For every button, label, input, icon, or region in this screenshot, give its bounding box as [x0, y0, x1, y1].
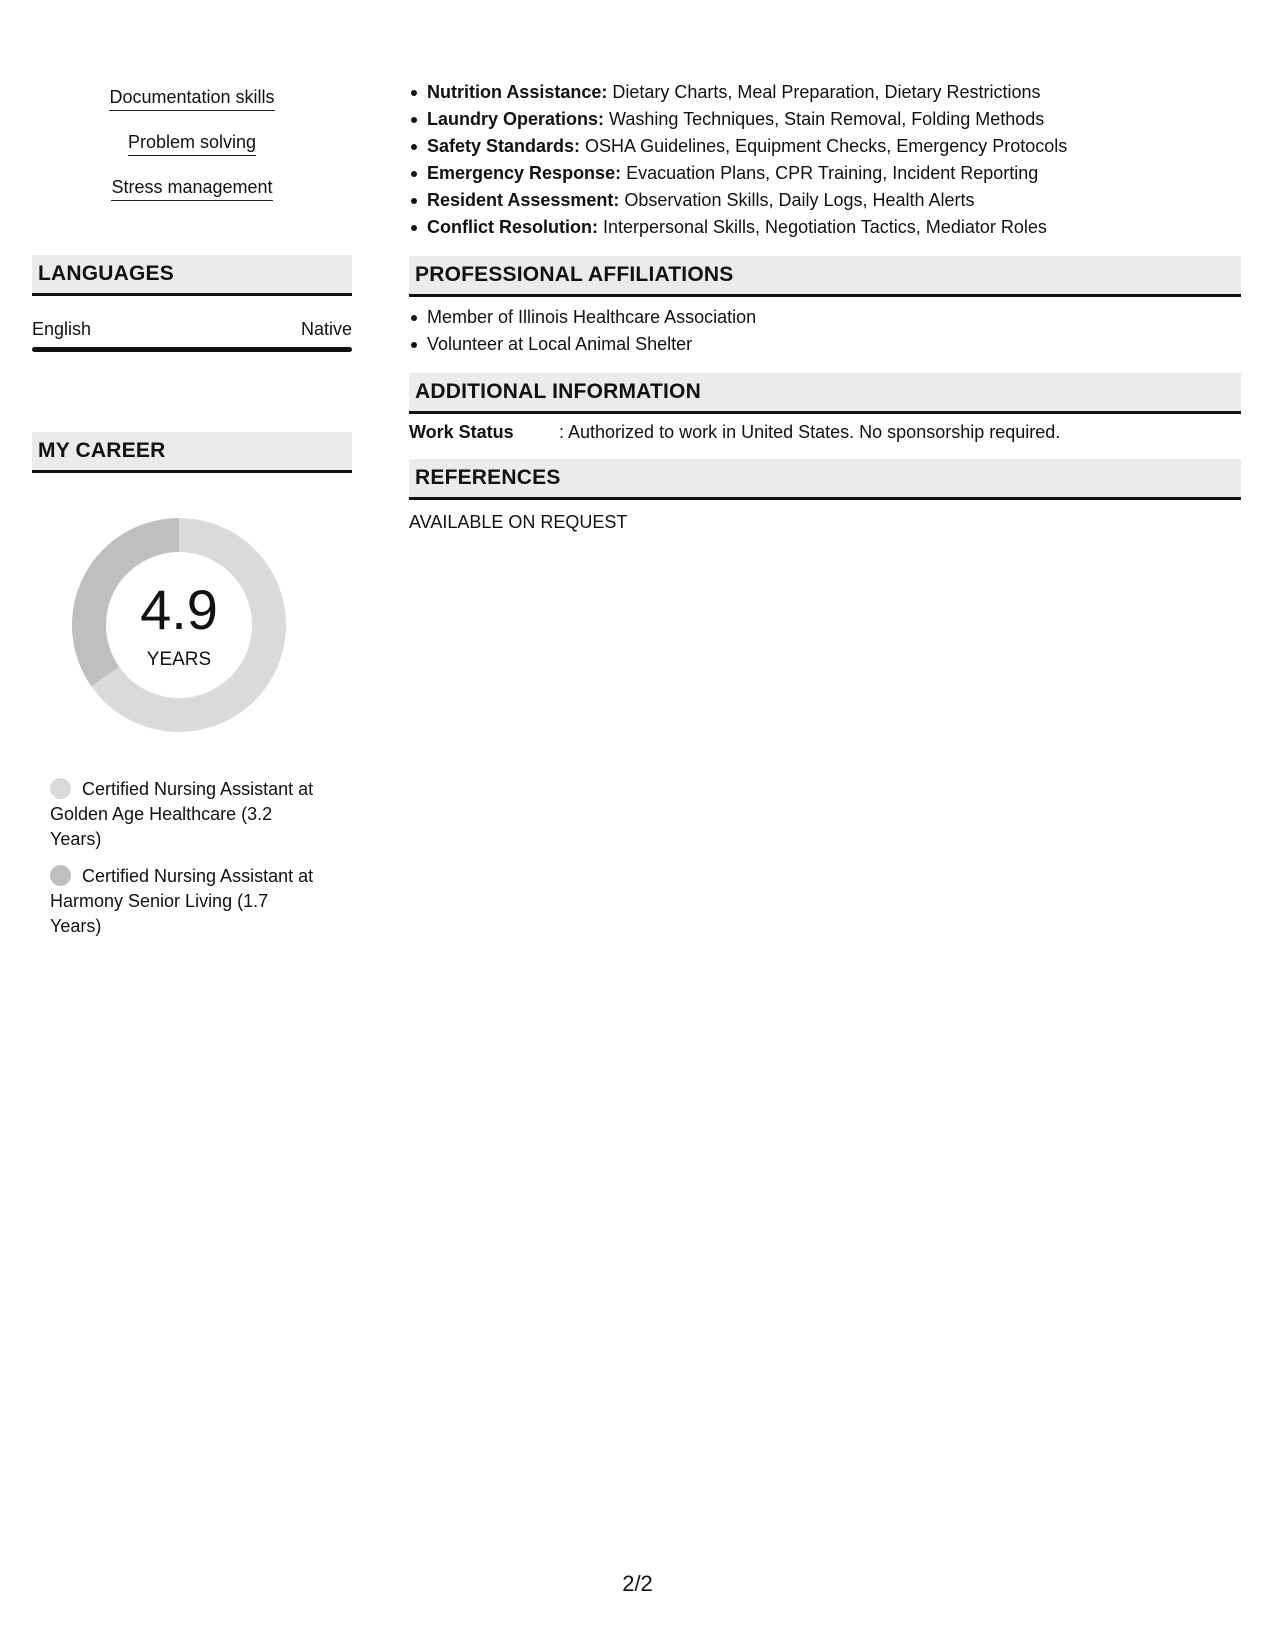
career-heading: MY CAREER: [32, 432, 352, 473]
affiliation-item: Member of Illinois Healthcare Association: [409, 304, 1241, 331]
skill-item: Problem solving: [32, 131, 352, 176]
career-donut-chart: [66, 512, 292, 738]
languages-heading: LANGUAGES: [32, 255, 352, 296]
skill-detail-item: Nutrition Assistance: Dietary Charts, Meal Preparation, Dietary Restrictions: [409, 79, 1241, 106]
skill-item: Documentation skills: [32, 86, 352, 131]
skill-detail-item: Emergency Response: Evacuation Plans, CPR Training, Incident Reporting: [409, 160, 1241, 187]
career-legend-item: [50, 777, 320, 852]
skill-detail-item: Safety Standards: OSHA Guidelines, Equipment Checks, Emergency Protocols: [409, 133, 1241, 160]
career-total-unit: YEARS: [146, 649, 212, 670]
work-status-row: [409, 419, 1241, 445]
skill-details-list: [409, 79, 1241, 241]
page-number: 2/2: [622, 1571, 653, 1596]
language-level: Native: [300, 319, 352, 339]
language-name: English: [32, 319, 92, 339]
language-row: [32, 317, 352, 341]
skills-list: [32, 86, 352, 221]
references-text: AVAILABLE ON REQUEST: [409, 512, 628, 532]
language-level-bar: [32, 347, 352, 352]
career-entry-label: Certified Nursing Assistant at Golden Age Healthcare (3.2 Years): [50, 779, 314, 849]
legend-dot-icon: [50, 778, 71, 799]
donut-center: [66, 512, 292, 738]
work-status-label: Work Status: [409, 422, 514, 442]
affiliation-item: Volunteer at Local Animal Shelter: [409, 331, 1241, 358]
skill-item: Stress management: [32, 176, 352, 221]
additional-info-heading: ADDITIONAL INFORMATION: [409, 373, 1241, 414]
career-entry-label: Certified Nursing Assistant at Harmony Senior Living (1.7 Years): [50, 866, 314, 936]
skill-detail-item: Conflict Resolution: Interpersonal Skills, Negotiation Tactics, Mediator Roles: [409, 214, 1241, 241]
career-total-value: 4.9: [140, 578, 218, 641]
career-legend: [50, 777, 320, 951]
affiliations-heading: PROFESSIONAL AFFILIATIONS: [409, 256, 1241, 297]
skill-detail-item: Resident Assessment: Observation Skills, Daily Logs, Health Alerts: [409, 187, 1241, 214]
skill-detail-item: Laundry Operations: Washing Techniques, Stain Removal, Folding Methods: [409, 106, 1241, 133]
career-legend-item: [50, 864, 320, 939]
affiliations-list: [409, 304, 1241, 358]
work-status-value: : Authorized to work in United States. No sponsorship required.: [559, 422, 1061, 442]
references-heading: REFERENCES: [409, 459, 1241, 500]
legend-dot-icon: [50, 865, 71, 886]
